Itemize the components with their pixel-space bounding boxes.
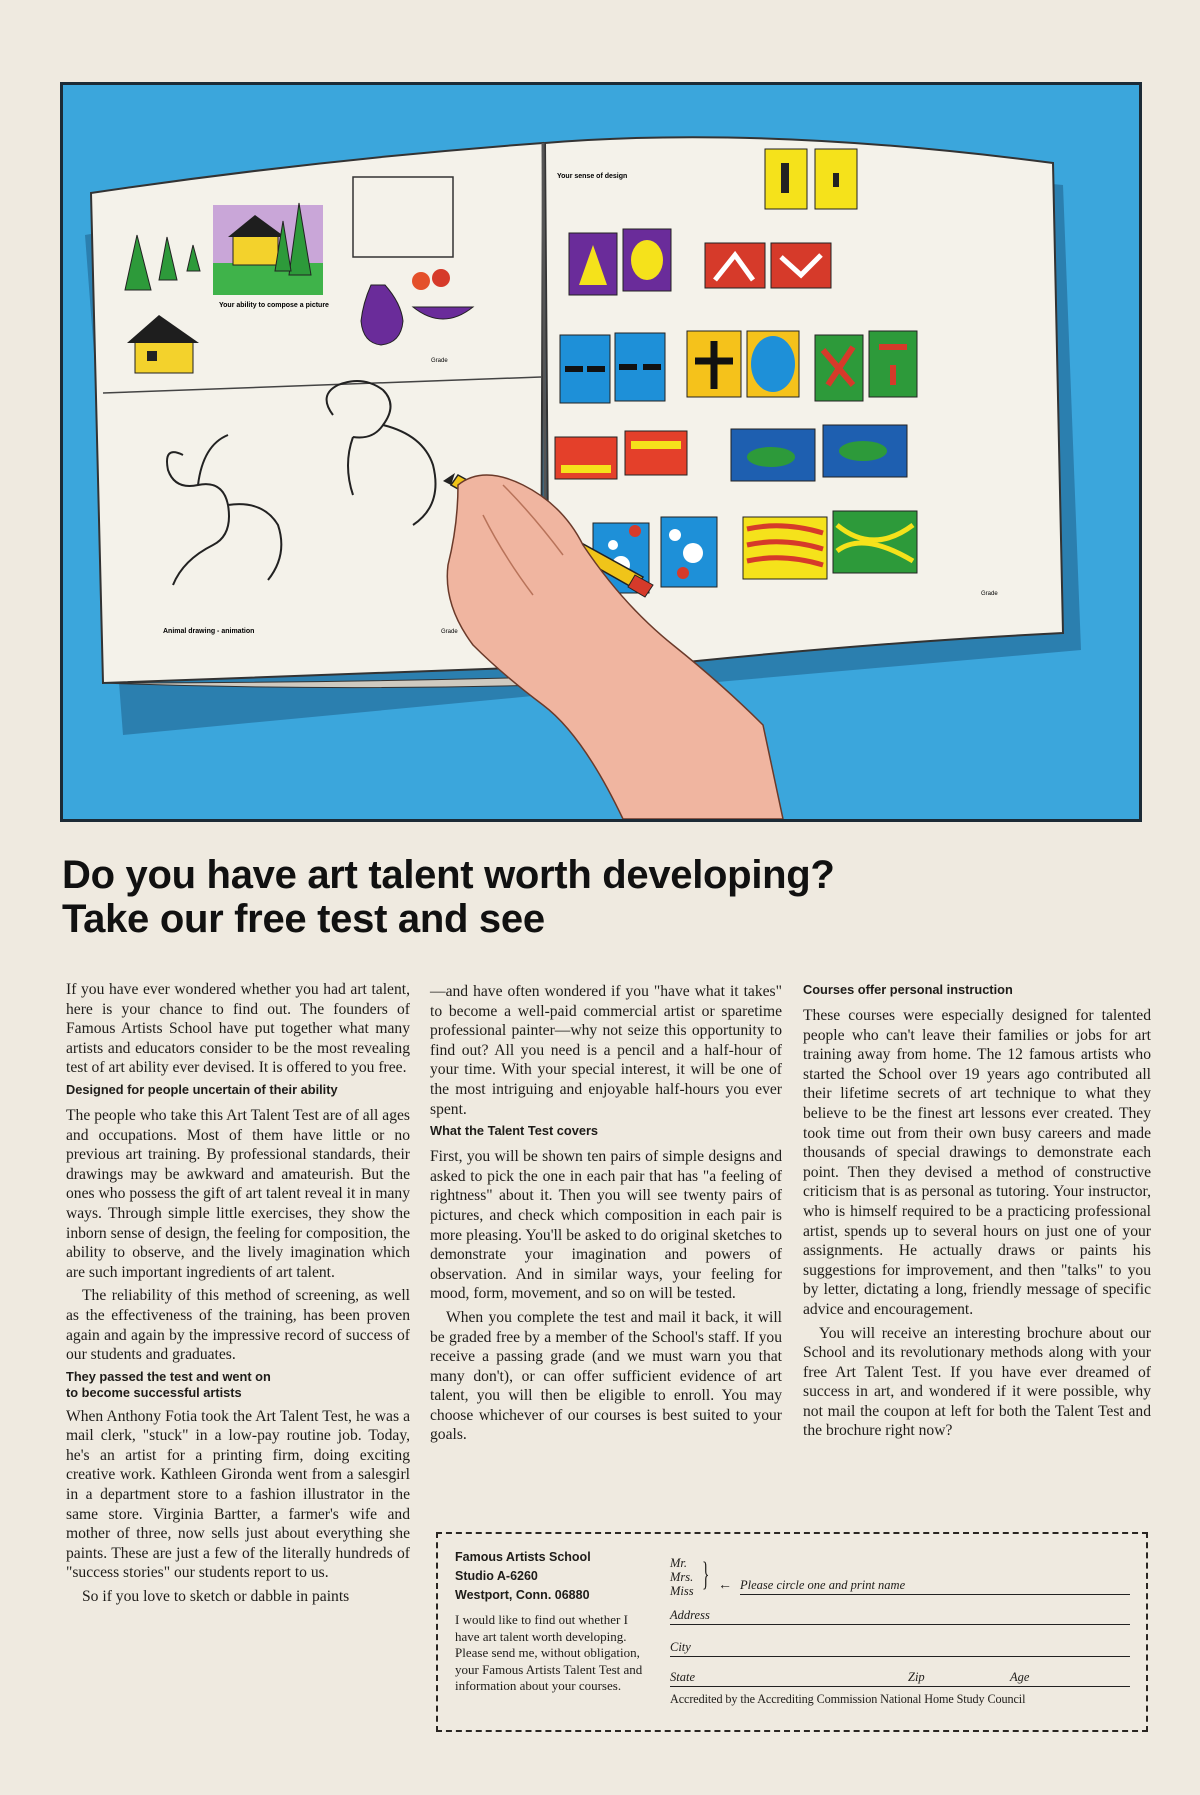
paragraph: The reliability of this method of screening, as well as the effectiveness of the training, has been proven again and again by the impressive record of success of our students and graduates. [66, 1287, 410, 1364]
paragraph: So if you love to sketch or dabble in paints [82, 1588, 350, 1606]
svg-text:Grade: Grade [981, 591, 998, 597]
state-field[interactable]: State [670, 1668, 908, 1687]
name-field[interactable]: Please circle one and print name [740, 1576, 1130, 1595]
headline-line-2: Take our free test and see [62, 897, 545, 941]
zip-field[interactable]: Zip [908, 1668, 1010, 1687]
section-heading: What the Talent Test covers [430, 1123, 599, 1139]
paragraph: The people who take this Art Talent Test are of all ages and occupations. Most of them have little or no previous art training. By professional standards, their drawings may be awkward and amateurish. But the ones who possess the gift of art talent reveal it in many ways. Through simple little exercises, they show the inborn sense of design, the feeling for composition, the ability to observe, and the lively imagination which are such important ingredients of art talent. [66, 1106, 410, 1281]
title-options[interactable]: Mr. Mrs. Miss [670, 1556, 694, 1598]
accreditation-note: Accredited by the Accrediting Commission National Home Study Council [670, 1692, 1026, 1706]
paragraph: You will receive an interesting brochure about our School and its revolutionary methods along with your free Art Talent Test. If you have ever dreamed of success in art, and wondered if it were possible, why not mail the coupon at left for both the Talent Test and the brochure right now? [803, 1324, 1151, 1440]
brace-icon: } [702, 1556, 710, 1593]
section-heading: Designed for people uncertain of their ability [66, 1081, 338, 1097]
age-field[interactable]: Age [1010, 1668, 1130, 1687]
headline-line-1: Do you have art talent worth developing? [62, 853, 835, 897]
paragraph: —and have often wondered if you "have what it takes" to become a well-paid commercial artist or sparetime professional painter—why not seize this opportunity to find out? All you need is a pencil and a half-hour of your time. With your special interest, it will be one of the most intriguing and enjoyable half-hours you ever spent. [430, 983, 782, 1118]
svg-text:Grade: Grade [441, 629, 458, 635]
paragraph: First, you will be shown ten pairs of simple designs and asked to pick the one in each pair that has "a feeling of rightness" about it. Then you will see twenty pairs of pictures, and check which composition in each pair is more pleasing. You'll be asked to do original sketches to demonstrate your imagination and powers of observation. And in similar ways, your feeling for mood, form, movement, and so on will be tested. [430, 1148, 782, 1303]
paragraph: If you have ever wondered whether you had art talent, here is your chance to find out. The founders of Famous Artists School have put together what many artists and educators consider to be the most revealing test of art ability ever devised. It is offered to you free. [66, 981, 410, 1077]
article-column-2 [430, 982, 782, 1449]
barn-scene-icon [213, 203, 323, 295]
paragraph: When Anthony Fotia took the Art Talent Test, he was a mail clerk, "stuck" in a low-pay routine job. Today, he's an artist for a printing firm, doing exciting creative work. Kathleen Gironda went from a salesgirl in a department store to a fashion illustrator in the same store. Virginia Bartter, a farmer's wife and mother of three, now sells just about everything she paints. These are just a few of the literally hundreds of "success stories" our students report to us. [66, 1407, 410, 1582]
city-field[interactable]: City [670, 1638, 1130, 1657]
section-heading: Courses offer personal instruction [803, 982, 1013, 997]
mail-in-coupon[interactable] [436, 1532, 1148, 1732]
animal-title: Animal drawing - animation [163, 628, 255, 635]
article-column-1 [66, 980, 410, 1611]
art-test-book-illustration [63, 85, 1139, 819]
svg-text:Grade: Grade [431, 358, 448, 364]
school-address: Famous Artists School Studio A-6260 Westport, Conn. 06880 [455, 1550, 591, 1602]
hero-illustration [60, 82, 1142, 822]
paragraph: These courses were especially designed for talented people who can't leave their families or jobs for art training away from home. The 12 famous artists who started the School over 19 years ago contributed all their lifetime secrets of art technique to what they believe to be the finest art lessons ever created. They took time out from their own busy careers and made thousands of special drawings to demonstrate each point. Then they devised a method of constructive criticism that is as personal as tutoring. Your instructor, who is himself required to be a practicing professional artist, spends up to several hours on just one of your assignments. He actually draws or paints his suggestions for improvement, and then "talks" to you by letter, dictating a long, friendly message of specific advice and encouragement. [803, 1007, 1151, 1318]
arrow-left-icon: ← [718, 1578, 732, 1593]
address-field[interactable]: Address [670, 1606, 1130, 1625]
article-column-3 [803, 982, 1151, 1445]
coupon-request-text: I would like to find out whether I have art talent worth developing. Please send me, without obligation, your Famous Artists Talent Test and information about your courses. [455, 1612, 643, 1693]
section-heading: They passed the test and went on to become successful artists [66, 1368, 271, 1400]
compose-title: Your ability to compose a picture [219, 302, 329, 309]
paragraph: When you complete the test and mail it back, it will be graded free by a member of the School's staff. If you receive a passing grade (and we must warn you that many don't), or can offer sufficient evidence of art talent, you will then be eligible to enroll. You may choose whichever of our courses is best suited to your goals. [430, 1308, 782, 1444]
design-title: Your sense of design [557, 173, 628, 180]
